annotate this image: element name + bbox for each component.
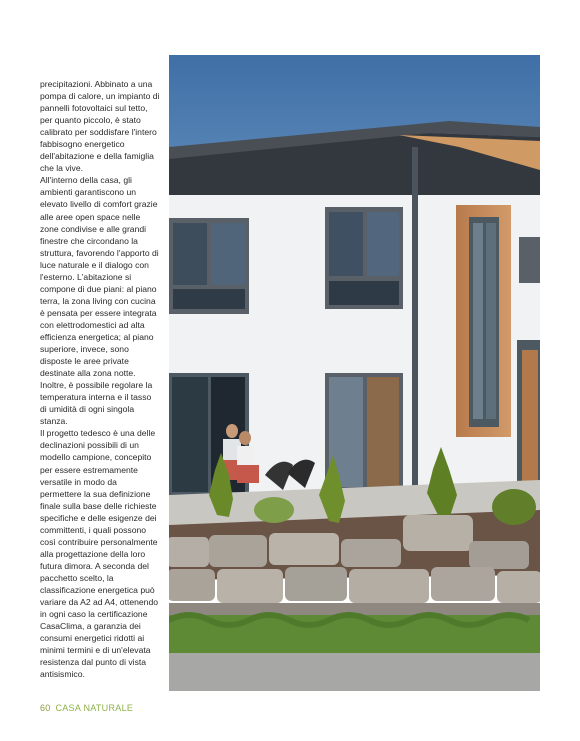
page-number: 60 [40, 703, 51, 713]
article-paragraph: Il progetto tedesco è una delle declinazioni possibili di un modello campione, concepito per essere estremamente versatile in modo da permettere la sua definizione finale sulla base delle richieste specifiche e delle esigenze dei committenti, i quali possono così contribuire personalmente alla progettazione della loro futura dimora. A seconda del pacchetto scelto, la classificazione energetica può variare da A2 ad A4, ottenendo in ogni caso la certificazione CasaClima, a garanzia dei consumi energetici ridotti ai minimi termini e di un'elevata resistenza dal punto di vista antisismico. [40, 428, 159, 680]
house-illustration [169, 55, 540, 691]
path [169, 653, 540, 691]
article-paragraph: precipitazioni. Abbinato a una pompa di calore, un impianto di pannelli fotovoltaici sul tetto, per quanto piccolo, è stato calibrato per soddisfare l'intero fabbisogno energetico dell'abitazione e della famiglia che la vive. [40, 79, 160, 174]
magazine-name: CASA NATURALE [55, 703, 134, 713]
article-paragraph: All'interno della casa, gli ambienti garantiscono un elevato livello di comfort grazie alle aree open space nelle zone condivise e alle grandi finestre che circondano la struttura, favorendo l'apporto di luce naturale e il dialogo con l'esterno. L'abitazione si compone di due piani: al piano terra, la zona living con cucina è pensata per essere integrata con elettrodomestici ad alta efficienza energetica; al piano superiore, invece, sono disposte le aree private destinate alla zona notte. Inoltre, è possibile regolare la temperatura interna e il tasso di umidità di ogni singola stanza. [40, 175, 159, 427]
person-man [239, 431, 251, 445]
downpipe [412, 147, 418, 492]
bush [492, 489, 536, 525]
house-photo [169, 55, 540, 691]
flowering-bush [254, 497, 294, 523]
person-woman [226, 424, 238, 438]
window-right [519, 237, 540, 283]
page-footer [40, 703, 133, 713]
article-text-column [40, 78, 160, 680]
